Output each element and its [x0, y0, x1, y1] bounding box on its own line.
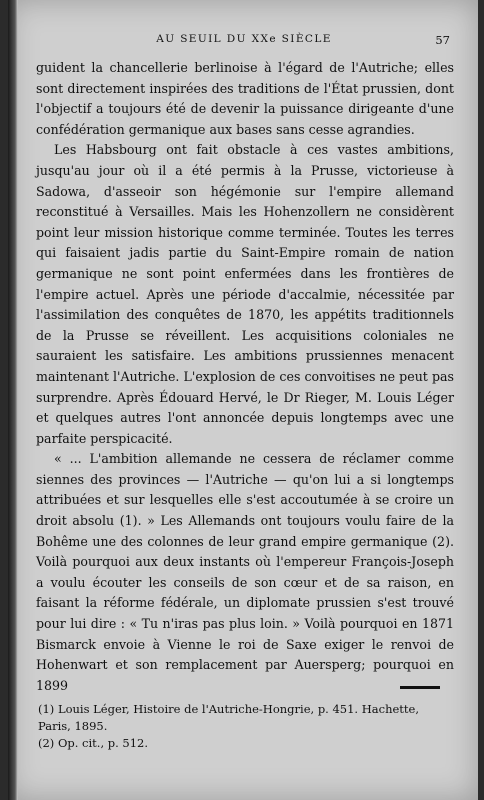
footnote-1: (1) Louis Léger, Histoire de l'Autriche-Hongrie, p. 451. Hachette, Paris, 1895.: [38, 702, 419, 733]
page-number: 57: [435, 33, 450, 47]
paragraph-1: guident la chancellerie berlinoise à l'égard de l'Autriche; elles sont directement inspirées des traditions de l'État prussien, dont l'objectif a toujours été de devenir la puissance dirigeante d'une confédération germanique aux bases sans cesse agrandies.: [36, 60, 454, 137]
book-spine-shadow: [8, 0, 18, 800]
footnotes: [38, 701, 450, 752]
paragraph-2: Les Habsbourg ont fait obstacle à ces vastes ambitions, jusqu'au jour où il a été permis à la Prusse, victorieuse à Sadowa, d'asseoir son hégémonie sur l'empire allemand reconstitué à Versailles. Mais les Hohenzollern ne considèrent point leur mission historique comme terminée. Toutes les terres qui faisaient jadis partie du Saint-Empire romain de nation germanique ne sont point enfermées dans les frontières de l'empire actuel. Après une période d'accalmie, nécessitée par l'assimilation des conquêtes de 1870, les appétits traditionnels de la Prusse se réveillent. Les acquisitions coloniales ne sauraient les satisfaire. Les ambitions prussiennes menacent maintenant l'Autriche. L'explosion de ces convoitises ne peut pas surprendre. Après Édouard Hervé, le Dr Rieger, M. Louis Léger et quelques autres l'ont annoncée depuis longtemps avec une parfaite perspicacité.: [36, 142, 454, 446]
running-head: AU SEUIL DU XXe SIÈCLE: [156, 33, 332, 45]
book-page: [8, 0, 478, 800]
paragraph-3: « ... L'ambition allemande ne cessera de réclamer comme siennes des provinces — l'Autriche — qu'on lui a si longtemps attribuées et sur lesquelles elle s'est accoutumée à se croire un droit absolu (1). » Les Allemands ont toujours voulu faire de la Bohême une des colonnes de leur grand empire germanique (2). Voilà pourquoi aux deux instants où l'empereur François-Joseph a voulu écouter les conseils de son cœur et de sa raison, en faisant la réforme fédérale, un diplomate prussien s'est trouvé pour lui dire : « Tu n'iras pas plus loin. » Voilà pourquoi en 1871 Bismarck envoie à Vienne le roi de Saxe exiger le renvoi de Hohenwart et son remplacement par Auersperg; pourquoi en 1899: [36, 451, 454, 693]
end-rule: [400, 686, 440, 689]
page-header: [38, 33, 450, 49]
body-text: [36, 58, 454, 696]
footnote-2: (2) Op. cit., p. 512.: [38, 736, 149, 750]
